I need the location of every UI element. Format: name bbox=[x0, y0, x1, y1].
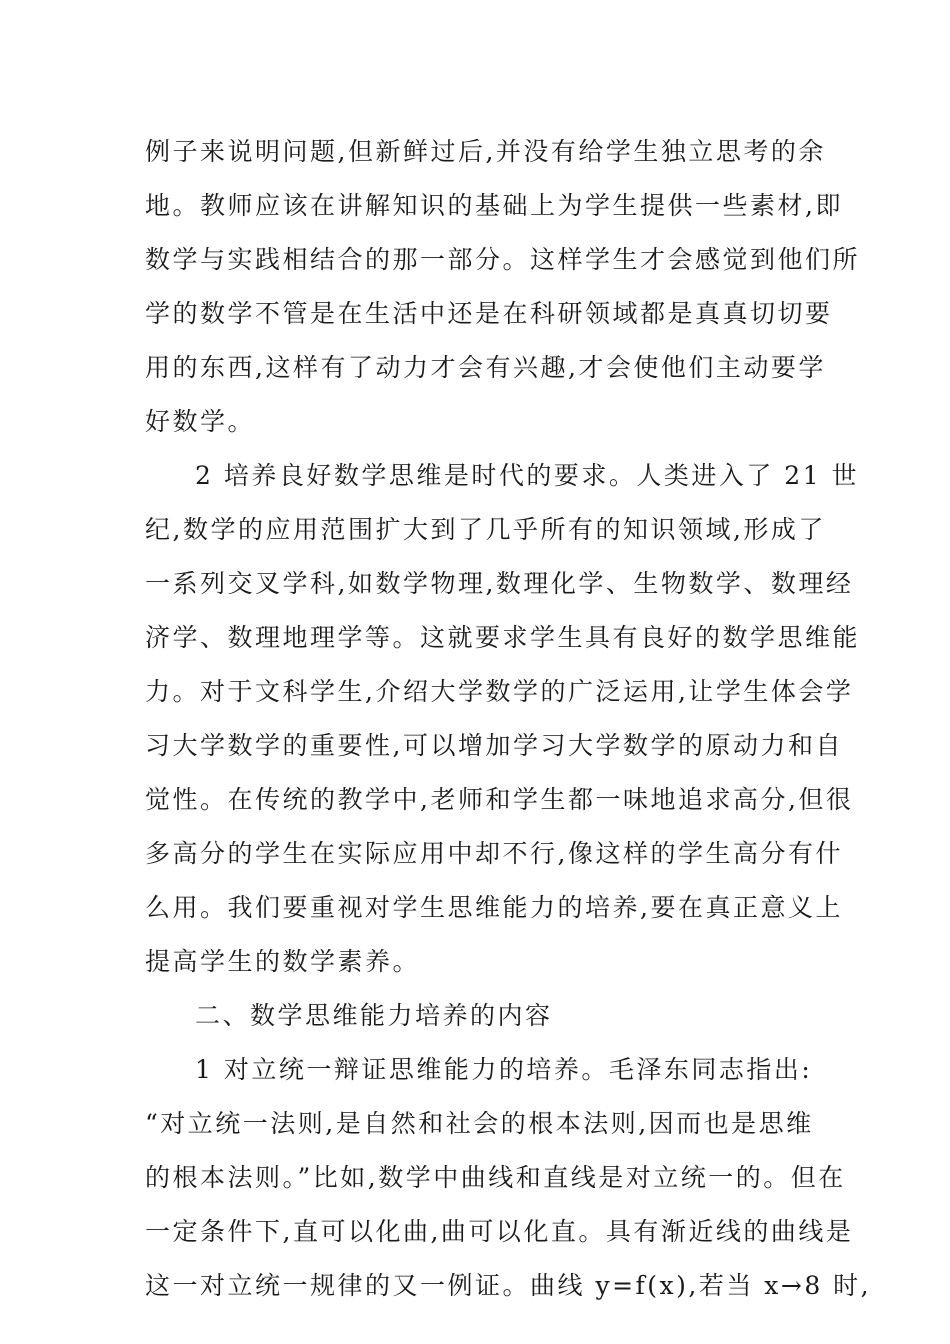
text-line: 用的东西,这样有了动力才会有兴趣,才会使他们主动要学 bbox=[145, 353, 826, 382]
text-line: “对立统一法则,是自然和社会的根本法则,因而也是思维 bbox=[145, 1109, 814, 1138]
text-line: 觉性。在传统的教学中,老师和学生都一味地追求高分,但很 bbox=[145, 785, 854, 814]
text-line: 一系列交叉学科,如数学物理,数理化学、生物数学、数理经 bbox=[145, 569, 854, 598]
text-line: 提高学生的数学素养。 bbox=[145, 947, 421, 976]
text-line: 学的数学不管是在生活中还是在科研领域都是真真切切要 bbox=[145, 299, 833, 328]
text-line: 济学、数理地理学等。这就要求学生具有良好的数学思维能 bbox=[145, 623, 861, 652]
text-line: 数学与实践相结合的那一部分。这样学生才会感觉到他们所 bbox=[145, 245, 861, 274]
text-line: 的根本法则。”比如,数学中曲线和直线是对立统一的。但在 bbox=[145, 1163, 846, 1192]
text-line: 例子来说明问题,但新鲜过后,并没有给学生独立思考的余 bbox=[145, 137, 826, 166]
text-line: 多高分的学生在实际应用中却不行,像这样的学生高分有什 bbox=[145, 839, 843, 868]
text-line: 一定条件下,直可以化曲,曲可以化直。具有渐近线的曲线是 bbox=[145, 1217, 854, 1246]
text-line: 这一对立统一规律的又一例证。曲线 y=f(x),若当 x→8 时, bbox=[145, 1271, 872, 1300]
text-line: 纪,数学的应用范围扩大到了几乎所有的知识领域,形成了 bbox=[145, 515, 826, 544]
paragraph-start-line: 1 对立统一辩证思维能力的培养。毛泽东同志指出: bbox=[195, 1055, 813, 1084]
text-line: 习大学数学的重要性,可以增加学习大学数学的原动力和自 bbox=[145, 731, 843, 760]
section-heading: 二、数学思维能力培养的内容 bbox=[195, 1001, 553, 1030]
text-line: 好数学。 bbox=[145, 407, 256, 436]
paragraph-start-line: 2 培养良好数学思维是时代的要求。人类进入了 21 世 bbox=[195, 461, 860, 490]
text-line: 地。教师应该在讲解知识的基础上为学生提供一些素材,即 bbox=[145, 191, 843, 220]
text-line: 么用。我们要重视对学生思维能力的培养,要在真正意义上 bbox=[145, 893, 843, 922]
text-line: 力。对于文科学生,介绍大学数学的广泛运用,让学生体会学 bbox=[145, 677, 854, 706]
